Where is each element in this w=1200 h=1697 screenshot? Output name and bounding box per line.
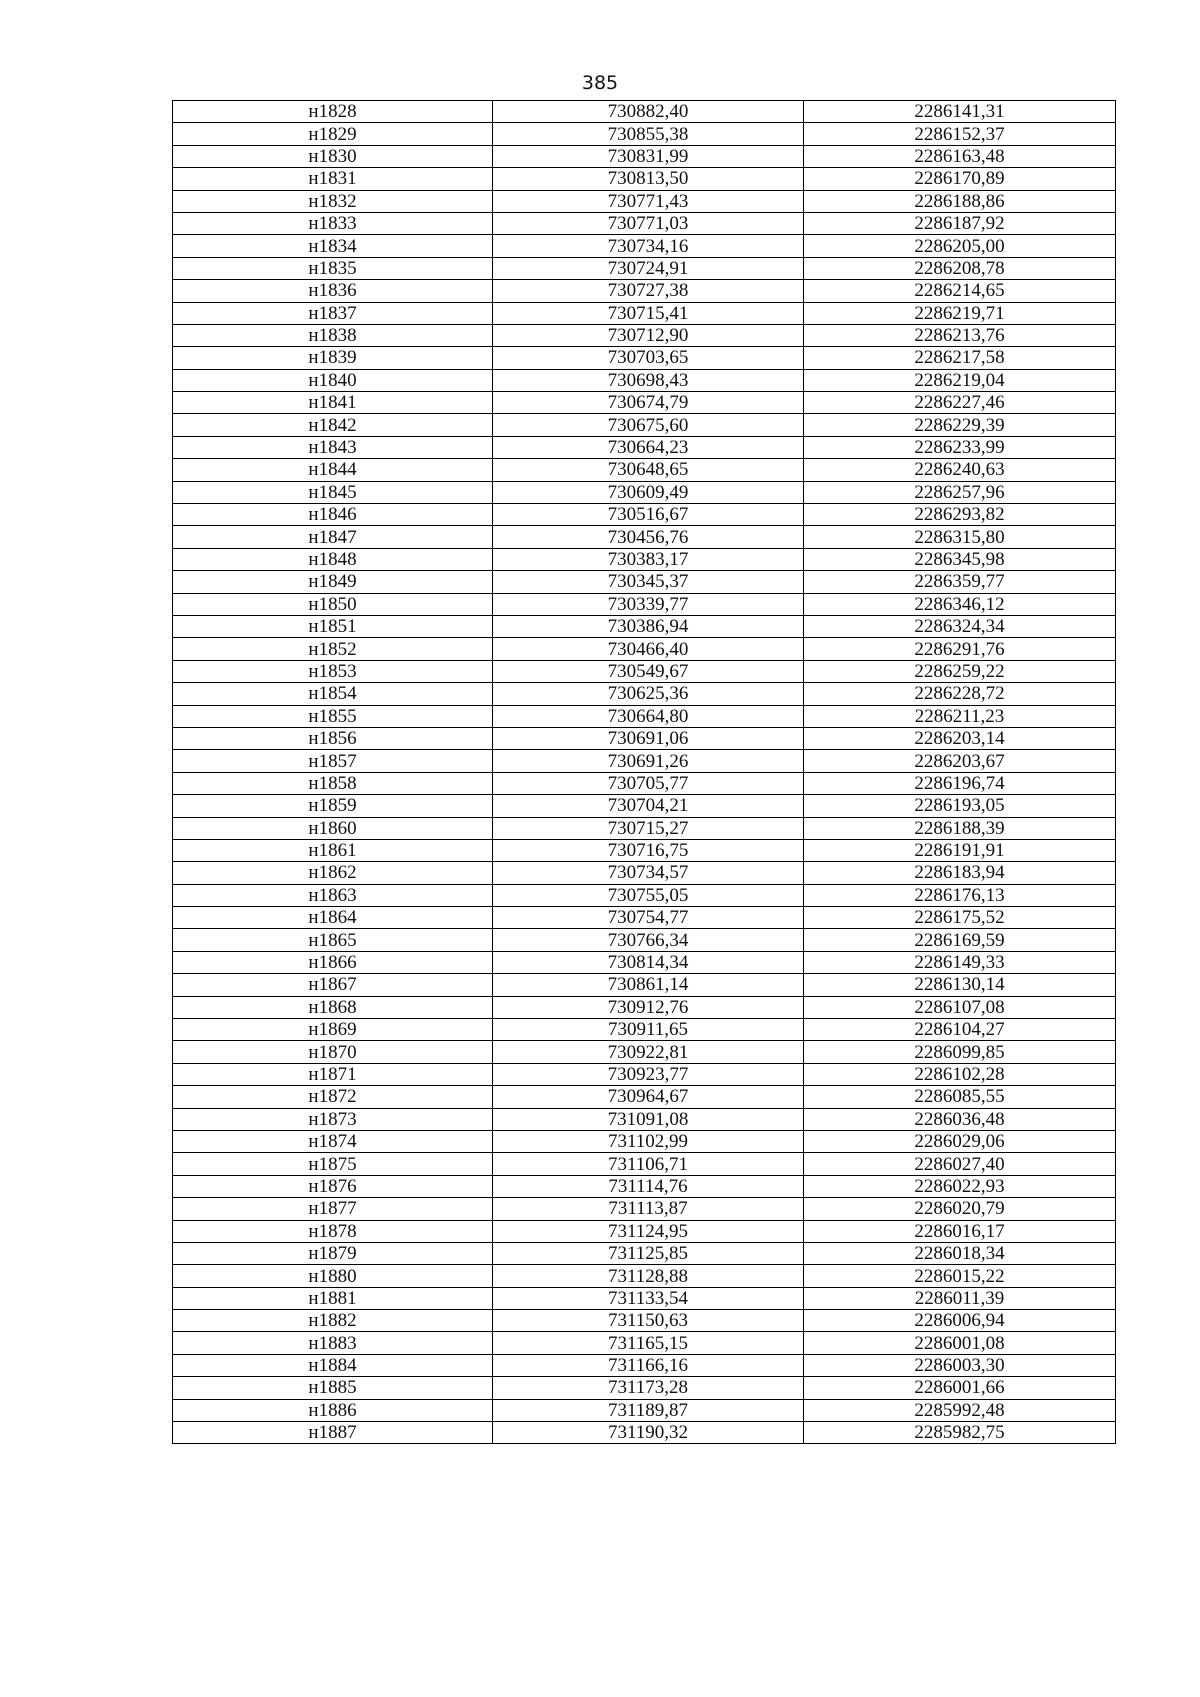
x-coordinate-cell: 730861,14 xyxy=(493,974,804,996)
table-row xyxy=(173,615,1116,637)
table-row xyxy=(173,974,1116,996)
x-coordinate-cell: 731102,99 xyxy=(493,1130,804,1152)
y-coordinate-cell: 2286214,65 xyxy=(804,280,1116,302)
x-coordinate-cell: 731165,15 xyxy=(493,1332,804,1354)
x-coordinate-cell: 730814,34 xyxy=(493,951,804,973)
y-coordinate-cell: 2286345,98 xyxy=(804,548,1116,570)
x-coordinate-cell: 730734,16 xyxy=(493,235,804,257)
x-coordinate-cell: 730664,23 xyxy=(493,436,804,458)
y-coordinate-cell: 2286219,04 xyxy=(804,369,1116,391)
point-id-cell: н1867 xyxy=(173,974,493,996)
y-coordinate-cell: 2286359,77 xyxy=(804,571,1116,593)
x-coordinate-cell: 730882,40 xyxy=(493,101,804,123)
x-coordinate-cell: 730715,41 xyxy=(493,302,804,324)
point-id-cell: н1857 xyxy=(173,750,493,772)
y-coordinate-cell: 2286205,00 xyxy=(804,235,1116,257)
table-row xyxy=(173,145,1116,167)
y-coordinate-cell: 2286022,93 xyxy=(804,1175,1116,1197)
y-coordinate-cell: 2286227,46 xyxy=(804,392,1116,414)
y-coordinate-cell: 2286211,23 xyxy=(804,705,1116,727)
y-coordinate-cell: 2286291,76 xyxy=(804,638,1116,660)
page-number: 385 xyxy=(581,72,619,94)
y-coordinate-cell: 2286228,72 xyxy=(804,683,1116,705)
table-row xyxy=(173,727,1116,749)
coordinates-table xyxy=(172,100,1116,1444)
table-row xyxy=(173,1175,1116,1197)
point-id-cell: н1879 xyxy=(173,1242,493,1264)
x-coordinate-cell: 730648,65 xyxy=(493,459,804,481)
point-id-cell: н1841 xyxy=(173,392,493,414)
y-coordinate-cell: 2286208,78 xyxy=(804,257,1116,279)
table-row xyxy=(173,795,1116,817)
table-row xyxy=(173,1422,1116,1444)
table-row xyxy=(173,1242,1116,1264)
table-row xyxy=(173,951,1116,973)
x-coordinate-cell: 730724,91 xyxy=(493,257,804,279)
x-coordinate-cell: 730964,67 xyxy=(493,1086,804,1108)
y-coordinate-cell: 2286324,34 xyxy=(804,615,1116,637)
point-id-cell: н1846 xyxy=(173,504,493,526)
point-id-cell: н1836 xyxy=(173,280,493,302)
table-row xyxy=(173,1220,1116,1242)
y-coordinate-cell: 2286085,55 xyxy=(804,1086,1116,1108)
point-id-cell: н1869 xyxy=(173,1019,493,1041)
x-coordinate-cell: 731166,16 xyxy=(493,1354,804,1376)
point-id-cell: н1873 xyxy=(173,1108,493,1130)
x-coordinate-cell: 730386,94 xyxy=(493,615,804,637)
table-row xyxy=(173,392,1116,414)
table-row xyxy=(173,593,1116,615)
y-coordinate-cell: 2286149,33 xyxy=(804,951,1116,973)
table-row xyxy=(173,884,1116,906)
x-coordinate-cell: 731189,87 xyxy=(493,1399,804,1421)
point-id-cell: н1845 xyxy=(173,481,493,503)
x-coordinate-cell: 731124,95 xyxy=(493,1220,804,1242)
y-coordinate-cell: 2286011,39 xyxy=(804,1287,1116,1309)
y-coordinate-cell: 2286016,17 xyxy=(804,1220,1116,1242)
x-coordinate-cell: 730712,90 xyxy=(493,324,804,346)
x-coordinate-cell: 730771,43 xyxy=(493,190,804,212)
table-row xyxy=(173,101,1116,123)
table-row xyxy=(173,839,1116,861)
x-coordinate-cell: 731125,85 xyxy=(493,1242,804,1264)
y-coordinate-cell: 2286183,94 xyxy=(804,862,1116,884)
x-coordinate-cell: 730691,06 xyxy=(493,727,804,749)
table-row xyxy=(173,168,1116,190)
table-row xyxy=(173,324,1116,346)
x-coordinate-cell: 731114,76 xyxy=(493,1175,804,1197)
point-id-cell: н1844 xyxy=(173,459,493,481)
table-row xyxy=(173,750,1116,772)
y-coordinate-cell: 2286104,27 xyxy=(804,1019,1116,1041)
y-coordinate-cell: 2286196,74 xyxy=(804,772,1116,794)
point-id-cell: н1847 xyxy=(173,526,493,548)
table-row xyxy=(173,280,1116,302)
point-id-cell: н1858 xyxy=(173,772,493,794)
point-id-cell: н1861 xyxy=(173,839,493,861)
table-row xyxy=(173,1063,1116,1085)
x-coordinate-cell: 730813,50 xyxy=(493,168,804,190)
y-coordinate-cell: 2286003,30 xyxy=(804,1354,1116,1376)
y-coordinate-cell: 2286141,31 xyxy=(804,101,1116,123)
point-id-cell: н1863 xyxy=(173,884,493,906)
y-coordinate-cell: 2286346,12 xyxy=(804,593,1116,615)
y-coordinate-cell: 2286188,39 xyxy=(804,817,1116,839)
x-coordinate-cell: 730345,37 xyxy=(493,571,804,593)
y-coordinate-cell: 2286203,67 xyxy=(804,750,1116,772)
x-coordinate-cell: 730339,77 xyxy=(493,593,804,615)
y-coordinate-cell: 2286170,89 xyxy=(804,168,1116,190)
x-coordinate-cell: 730674,79 xyxy=(493,392,804,414)
table-row xyxy=(173,817,1116,839)
table-row xyxy=(173,862,1116,884)
table-row xyxy=(173,369,1116,391)
table-row xyxy=(173,1041,1116,1063)
table-row xyxy=(173,257,1116,279)
x-coordinate-cell: 730771,03 xyxy=(493,212,804,234)
point-id-cell: н1842 xyxy=(173,414,493,436)
y-coordinate-cell: 2286193,05 xyxy=(804,795,1116,817)
y-coordinate-cell: 2286018,34 xyxy=(804,1242,1116,1264)
table-row xyxy=(173,1354,1116,1376)
y-coordinate-cell: 2286020,79 xyxy=(804,1198,1116,1220)
point-id-cell: н1853 xyxy=(173,660,493,682)
table-row xyxy=(173,571,1116,593)
table-row xyxy=(173,190,1116,212)
point-id-cell: н1828 xyxy=(173,101,493,123)
y-coordinate-cell: 2286099,85 xyxy=(804,1041,1116,1063)
table-row xyxy=(173,459,1116,481)
point-id-cell: н1862 xyxy=(173,862,493,884)
point-id-cell: н1830 xyxy=(173,145,493,167)
point-id-cell: н1865 xyxy=(173,929,493,951)
y-coordinate-cell: 2286188,86 xyxy=(804,190,1116,212)
point-id-cell: н1872 xyxy=(173,1086,493,1108)
y-coordinate-cell: 2286213,76 xyxy=(804,324,1116,346)
point-id-cell: н1854 xyxy=(173,683,493,705)
y-coordinate-cell: 2286240,63 xyxy=(804,459,1116,481)
y-coordinate-cell: 2286257,96 xyxy=(804,481,1116,503)
table-row xyxy=(173,1265,1116,1287)
point-id-cell: н1832 xyxy=(173,190,493,212)
table-row xyxy=(173,1108,1116,1130)
y-coordinate-cell: 2286191,91 xyxy=(804,839,1116,861)
point-id-cell: н1860 xyxy=(173,817,493,839)
table-row xyxy=(173,1153,1116,1175)
x-coordinate-cell: 730549,67 xyxy=(493,660,804,682)
table-row xyxy=(173,504,1116,526)
y-coordinate-cell: 2286107,08 xyxy=(804,996,1116,1018)
x-coordinate-cell: 730855,38 xyxy=(493,123,804,145)
x-coordinate-cell: 731128,88 xyxy=(493,1265,804,1287)
x-coordinate-cell: 731106,71 xyxy=(493,1153,804,1175)
y-coordinate-cell: 2286006,94 xyxy=(804,1310,1116,1332)
x-coordinate-cell: 730766,34 xyxy=(493,929,804,951)
y-coordinate-cell: 2285982,75 xyxy=(804,1422,1116,1444)
point-id-cell: н1871 xyxy=(173,1063,493,1085)
x-coordinate-cell: 730755,05 xyxy=(493,884,804,906)
y-coordinate-cell: 2286152,37 xyxy=(804,123,1116,145)
table-row xyxy=(173,1198,1116,1220)
point-id-cell: н1868 xyxy=(173,996,493,1018)
table-row xyxy=(173,1332,1116,1354)
table-row xyxy=(173,1086,1116,1108)
table-row xyxy=(173,772,1116,794)
y-coordinate-cell: 2286169,59 xyxy=(804,929,1116,951)
table-row xyxy=(173,347,1116,369)
y-coordinate-cell: 2286102,28 xyxy=(804,1063,1116,1085)
y-coordinate-cell: 2286187,92 xyxy=(804,212,1116,234)
x-coordinate-cell: 730516,67 xyxy=(493,504,804,526)
y-coordinate-cell: 2286001,08 xyxy=(804,1332,1116,1354)
table-row xyxy=(173,1310,1116,1332)
x-coordinate-cell: 731091,08 xyxy=(493,1108,804,1130)
table-row xyxy=(173,638,1116,660)
x-coordinate-cell: 731113,87 xyxy=(493,1198,804,1220)
y-coordinate-cell: 2286219,71 xyxy=(804,302,1116,324)
table-row xyxy=(173,1287,1116,1309)
x-coordinate-cell: 730734,57 xyxy=(493,862,804,884)
y-coordinate-cell: 2286015,22 xyxy=(804,1265,1116,1287)
point-id-cell: н1864 xyxy=(173,907,493,929)
y-coordinate-cell: 2286163,48 xyxy=(804,145,1116,167)
x-coordinate-cell: 730715,27 xyxy=(493,817,804,839)
point-id-cell: н1851 xyxy=(173,615,493,637)
table-row xyxy=(173,1130,1116,1152)
x-coordinate-cell: 730698,43 xyxy=(493,369,804,391)
y-coordinate-cell: 2286036,48 xyxy=(804,1108,1116,1130)
x-coordinate-cell: 731150,63 xyxy=(493,1310,804,1332)
point-id-cell: н1887 xyxy=(173,1422,493,1444)
table-row xyxy=(173,929,1116,951)
point-id-cell: н1843 xyxy=(173,436,493,458)
x-coordinate-cell: 730754,77 xyxy=(493,907,804,929)
x-coordinate-cell: 731173,28 xyxy=(493,1377,804,1399)
point-id-cell: н1835 xyxy=(173,257,493,279)
y-coordinate-cell: 2286027,40 xyxy=(804,1153,1116,1175)
point-id-cell: н1833 xyxy=(173,212,493,234)
x-coordinate-cell: 730664,80 xyxy=(493,705,804,727)
y-coordinate-cell: 2286175,52 xyxy=(804,907,1116,929)
table-row xyxy=(173,1399,1116,1421)
point-id-cell: н1883 xyxy=(173,1332,493,1354)
y-coordinate-cell: 2286203,14 xyxy=(804,727,1116,749)
point-id-cell: н1848 xyxy=(173,548,493,570)
point-id-cell: н1878 xyxy=(173,1220,493,1242)
x-coordinate-cell: 730831,99 xyxy=(493,145,804,167)
y-coordinate-cell: 2285992,48 xyxy=(804,1399,1116,1421)
x-coordinate-cell: 730912,76 xyxy=(493,996,804,1018)
x-coordinate-cell: 730705,77 xyxy=(493,772,804,794)
table-row xyxy=(173,302,1116,324)
table-row xyxy=(173,414,1116,436)
y-coordinate-cell: 2286217,58 xyxy=(804,347,1116,369)
point-id-cell: н1884 xyxy=(173,1354,493,1376)
x-coordinate-cell: 731133,54 xyxy=(493,1287,804,1309)
point-id-cell: н1875 xyxy=(173,1153,493,1175)
point-id-cell: н1852 xyxy=(173,638,493,660)
table-row xyxy=(173,683,1116,705)
table-row xyxy=(173,526,1116,548)
x-coordinate-cell: 730466,40 xyxy=(493,638,804,660)
point-id-cell: н1859 xyxy=(173,795,493,817)
x-coordinate-cell: 730383,17 xyxy=(493,548,804,570)
table-row xyxy=(173,705,1116,727)
point-id-cell: н1874 xyxy=(173,1130,493,1152)
point-id-cell: н1840 xyxy=(173,369,493,391)
y-coordinate-cell: 2286229,39 xyxy=(804,414,1116,436)
table-row xyxy=(173,481,1116,503)
x-coordinate-cell: 730716,75 xyxy=(493,839,804,861)
point-id-cell: н1876 xyxy=(173,1175,493,1197)
point-id-cell: н1850 xyxy=(173,593,493,615)
table-row xyxy=(173,548,1116,570)
table-row xyxy=(173,212,1116,234)
point-id-cell: н1839 xyxy=(173,347,493,369)
y-coordinate-cell: 2286259,22 xyxy=(804,660,1116,682)
y-coordinate-cell: 2286029,06 xyxy=(804,1130,1116,1152)
point-id-cell: н1834 xyxy=(173,235,493,257)
x-coordinate-cell: 730727,38 xyxy=(493,280,804,302)
table-row xyxy=(173,907,1116,929)
coordinates-table-body xyxy=(173,101,1116,1444)
point-id-cell: н1881 xyxy=(173,1287,493,1309)
y-coordinate-cell: 2286315,80 xyxy=(804,526,1116,548)
y-coordinate-cell: 2286001,66 xyxy=(804,1377,1116,1399)
table-row xyxy=(173,123,1116,145)
table-row xyxy=(173,1019,1116,1041)
y-coordinate-cell: 2286176,13 xyxy=(804,884,1116,906)
point-id-cell: н1866 xyxy=(173,951,493,973)
point-id-cell: н1856 xyxy=(173,727,493,749)
point-id-cell: н1838 xyxy=(173,324,493,346)
table-row xyxy=(173,436,1116,458)
x-coordinate-cell: 730691,26 xyxy=(493,750,804,772)
point-id-cell: н1829 xyxy=(173,123,493,145)
y-coordinate-cell: 2286130,14 xyxy=(804,974,1116,996)
point-id-cell: н1886 xyxy=(173,1399,493,1421)
x-coordinate-cell: 730675,60 xyxy=(493,414,804,436)
x-coordinate-cell: 730704,21 xyxy=(493,795,804,817)
y-coordinate-cell: 2286293,82 xyxy=(804,504,1116,526)
table-row xyxy=(173,235,1116,257)
point-id-cell: н1880 xyxy=(173,1265,493,1287)
point-id-cell: н1837 xyxy=(173,302,493,324)
table-row xyxy=(173,1377,1116,1399)
x-coordinate-cell: 730911,65 xyxy=(493,1019,804,1041)
y-coordinate-cell: 2286233,99 xyxy=(804,436,1116,458)
x-coordinate-cell: 730625,36 xyxy=(493,683,804,705)
x-coordinate-cell: 730923,77 xyxy=(493,1063,804,1085)
point-id-cell: н1855 xyxy=(173,705,493,727)
x-coordinate-cell: 730703,65 xyxy=(493,347,804,369)
point-id-cell: н1870 xyxy=(173,1041,493,1063)
point-id-cell: н1885 xyxy=(173,1377,493,1399)
x-coordinate-cell: 731190,32 xyxy=(493,1422,804,1444)
x-coordinate-cell: 730456,76 xyxy=(493,526,804,548)
point-id-cell: н1831 xyxy=(173,168,493,190)
x-coordinate-cell: 730609,49 xyxy=(493,481,804,503)
table-row xyxy=(173,660,1116,682)
table-row xyxy=(173,996,1116,1018)
point-id-cell: н1877 xyxy=(173,1198,493,1220)
point-id-cell: н1849 xyxy=(173,571,493,593)
x-coordinate-cell: 730922,81 xyxy=(493,1041,804,1063)
point-id-cell: н1882 xyxy=(173,1310,493,1332)
